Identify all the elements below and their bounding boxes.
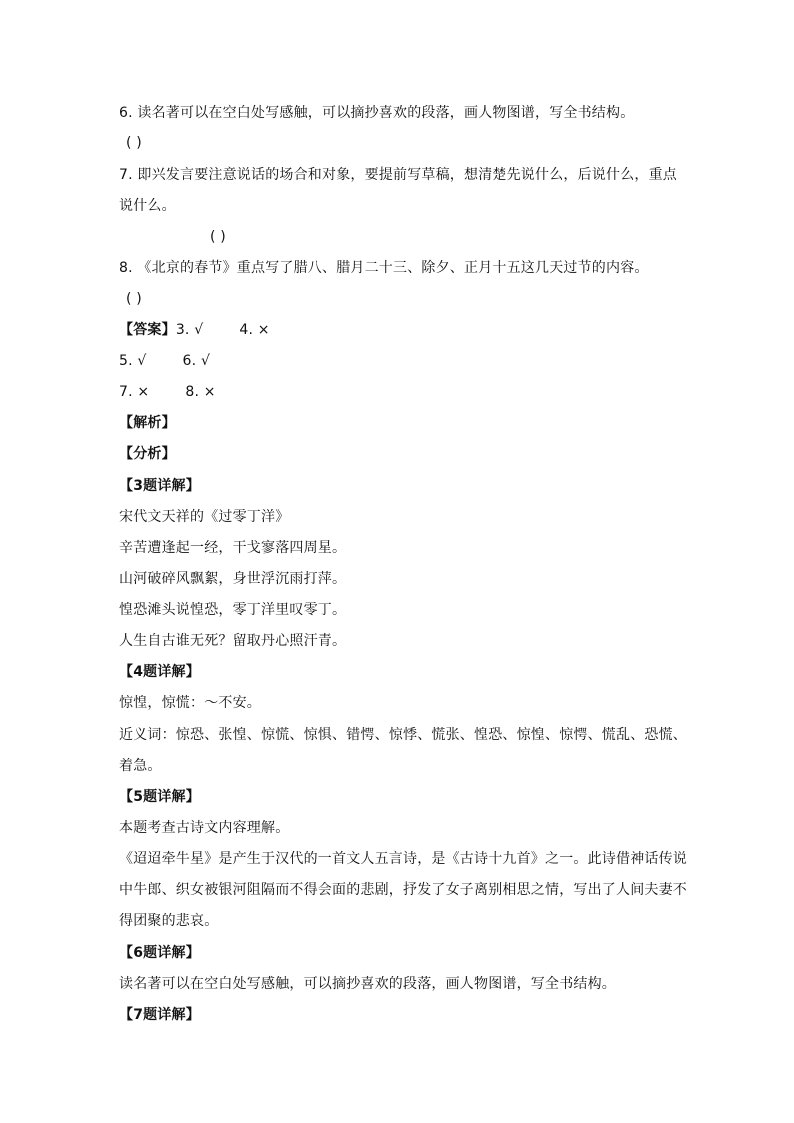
- question-6-text: 6. 读名著可以在空白处写感触，可以摘抄喜欢的段落，画人物图谱，写全书结构。: [119, 105, 635, 121]
- q5-detail-line: 《迢迢牵牛星》是产生于汉代的一首文人五言诗，是《古诗十九首》之一。此诗借神话传说: [119, 851, 687, 867]
- question-6-blank: ( ): [126, 135, 142, 151]
- question-7-blank: ( ): [210, 229, 226, 245]
- q4-detail-line: 惊惶，惊慌：～不安。: [119, 695, 261, 711]
- question-7-text-line2: 说什么。: [119, 198, 176, 214]
- answer-8: 8. ×: [185, 384, 216, 400]
- q6-detail-heading: 【6题详解】: [119, 945, 200, 961]
- q4-detail-line: 着急。: [119, 758, 162, 774]
- question-8-text: 8. 《北京的春节》重点写了腊八、腊月二十三、除夕、正月十五这几天过节的内容。: [119, 260, 649, 276]
- q3-detail-line: 人生自古谁无死？留取丹心照汗青。: [119, 633, 347, 649]
- answer-3: 3. √: [175, 322, 204, 338]
- jiexi-heading: 【解析】: [119, 415, 176, 431]
- answer-5: 5. √: [119, 353, 147, 369]
- question-8-blank: ( ): [126, 291, 142, 307]
- answer-6: 6. √: [182, 353, 211, 369]
- answer-4: 4. ×: [239, 322, 270, 338]
- q3-detail-line: 惶恐滩头说惶恐，零丁洋里叹零丁。: [119, 602, 347, 618]
- q5-detail-line: 中牛郎、织女被银河阻隔而不得会面的悲剧，抒发了女子离别相思之情，写出了人间夫妻不: [119, 882, 687, 898]
- q6-detail-line: 读名著可以在空白处写感触，可以摘抄喜欢的段落，画人物图谱，写全书结构。: [119, 976, 616, 992]
- q5-detail-line: 本题考查古诗文内容理解。: [119, 820, 290, 836]
- q5-detail-line: 得团聚的悲哀。: [119, 913, 219, 929]
- q4-detail-heading: 【4题详解】: [119, 664, 200, 680]
- answer-row-3: [119, 382, 216, 402]
- q3-detail-line: 山河破碎风飘絮，身世浮沉雨打萍。: [119, 571, 347, 587]
- q4-detail-line: 近义词：惊恐、张惶、惊慌、惊惧、错愕、惊悸、慌张、惶恐、惊惶、惊愕、慌乱、恐慌、: [119, 727, 687, 743]
- fenxi-heading: 【分析】: [119, 446, 176, 462]
- q3-detail-line: 宋代文天祥的《过零丁洋》: [119, 509, 290, 525]
- q5-detail-heading: 【5题详解】: [119, 789, 200, 805]
- q3-detail-line: 辛苦遭逢起一经，干戈寥落四周星。: [119, 540, 347, 556]
- q3-detail-heading: 【3题详解】: [119, 478, 200, 494]
- q7-detail-heading: 【7题详解】: [119, 1007, 200, 1023]
- answer-7: 7. ×: [119, 384, 150, 400]
- answer-heading: 【答案】: [119, 322, 176, 338]
- question-7-text-line1: 7. 即兴发言要注意说话的场合和对象，要提前写草稿，想清楚先说什么，后说什么，重点: [119, 167, 678, 183]
- answer-row-1: [119, 320, 270, 340]
- answer-row-2: [119, 351, 210, 371]
